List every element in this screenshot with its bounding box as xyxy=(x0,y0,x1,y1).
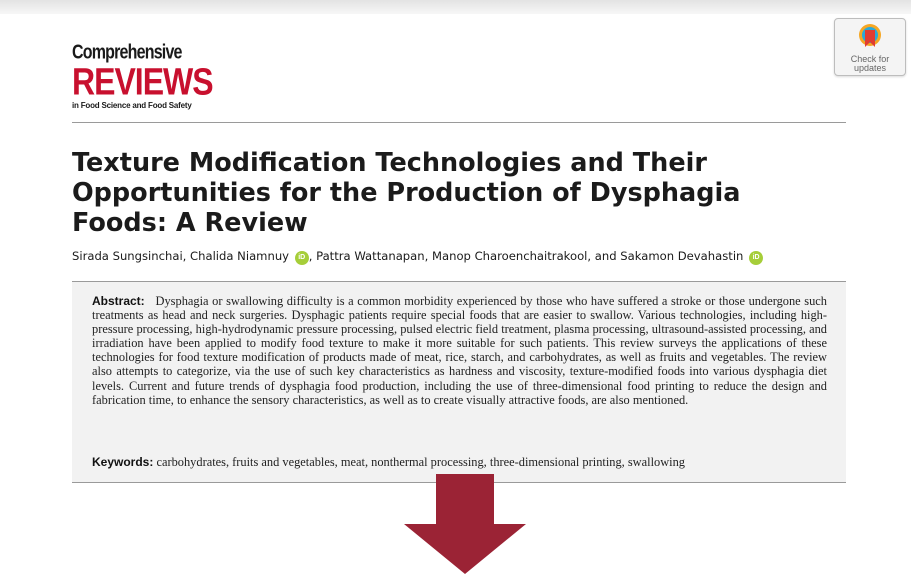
badge-line-2: updates xyxy=(853,63,887,73)
check-for-updates-icon xyxy=(858,23,882,53)
title-line-3: Foods: A Review xyxy=(72,208,308,238)
check-for-updates-badge[interactable] xyxy=(834,18,906,76)
keywords xyxy=(92,455,832,470)
logo-line-comprehensive: Comprehensive xyxy=(72,42,182,64)
title-line-2: Opportunities for the Production of Dysphagia xyxy=(72,178,741,208)
title-line-1: Texture Modification Technologies and Their xyxy=(72,148,707,178)
abstract-box xyxy=(72,281,846,483)
down-arrow-icon xyxy=(402,474,528,576)
author-list xyxy=(72,247,872,265)
orcid-icon[interactable]: iD xyxy=(749,251,763,265)
abstract-label: Abstract: xyxy=(92,294,145,308)
authors-first: Sirada Sungsinchai, Chalida Niamnuy xyxy=(72,249,290,263)
logo-line-subtitle: in Food Science and Food Safety xyxy=(72,101,192,110)
badge-line-1: Check for xyxy=(850,54,890,64)
logo-line-reviews: REVIEWS xyxy=(72,60,213,103)
orcid-icon[interactable]: iD xyxy=(295,251,309,265)
keywords-body: carbohydrates, fruits and vegetables, meat, nonthermal processing, three-dimensional printing, swallowing xyxy=(156,455,685,469)
header-divider xyxy=(72,122,846,123)
top-gradient-band xyxy=(0,0,911,14)
article-title xyxy=(72,148,842,238)
abstract xyxy=(92,294,827,407)
abstract-body: Dysphagia or swallowing difficulty is a common morbidity experienced by those who have suffered a stroke or those undergone such treatments as head and neck surgeries. Dysphagic patients require special foods that are easier to swallow. Various technologies, including high-pressure processing, high-hydrodynamic pressure processing, pulsed electric field treatment, plasma processing, ultrasound-assisted processing, and irradiation have been applied to modify food texture to make it more suitable for such patients. This review surveys the applications of these technologies for food texture modification of products made of meat, rice, starch, and carbohydrates, as well as fruits and vegetables. The review also attempts to categorize, via the use of such key characteristics as hardness and viscosity, texture-modified foods into various dysphagia diet levels. Current and future trends of dysphagia food production, including the use of three-dimensional food printing to reduce the design and fabrication time, to enhance the sensory characteristics, as well as to create visually attractive foods, are also mentioned. xyxy=(92,294,828,407)
authors-rest: , Pattra Wattanapan, Manop Charoenchaitrakool, and Sakamon Devahastin xyxy=(308,249,744,263)
keywords-label: Keywords: xyxy=(92,455,154,469)
journal-logo xyxy=(72,42,212,110)
